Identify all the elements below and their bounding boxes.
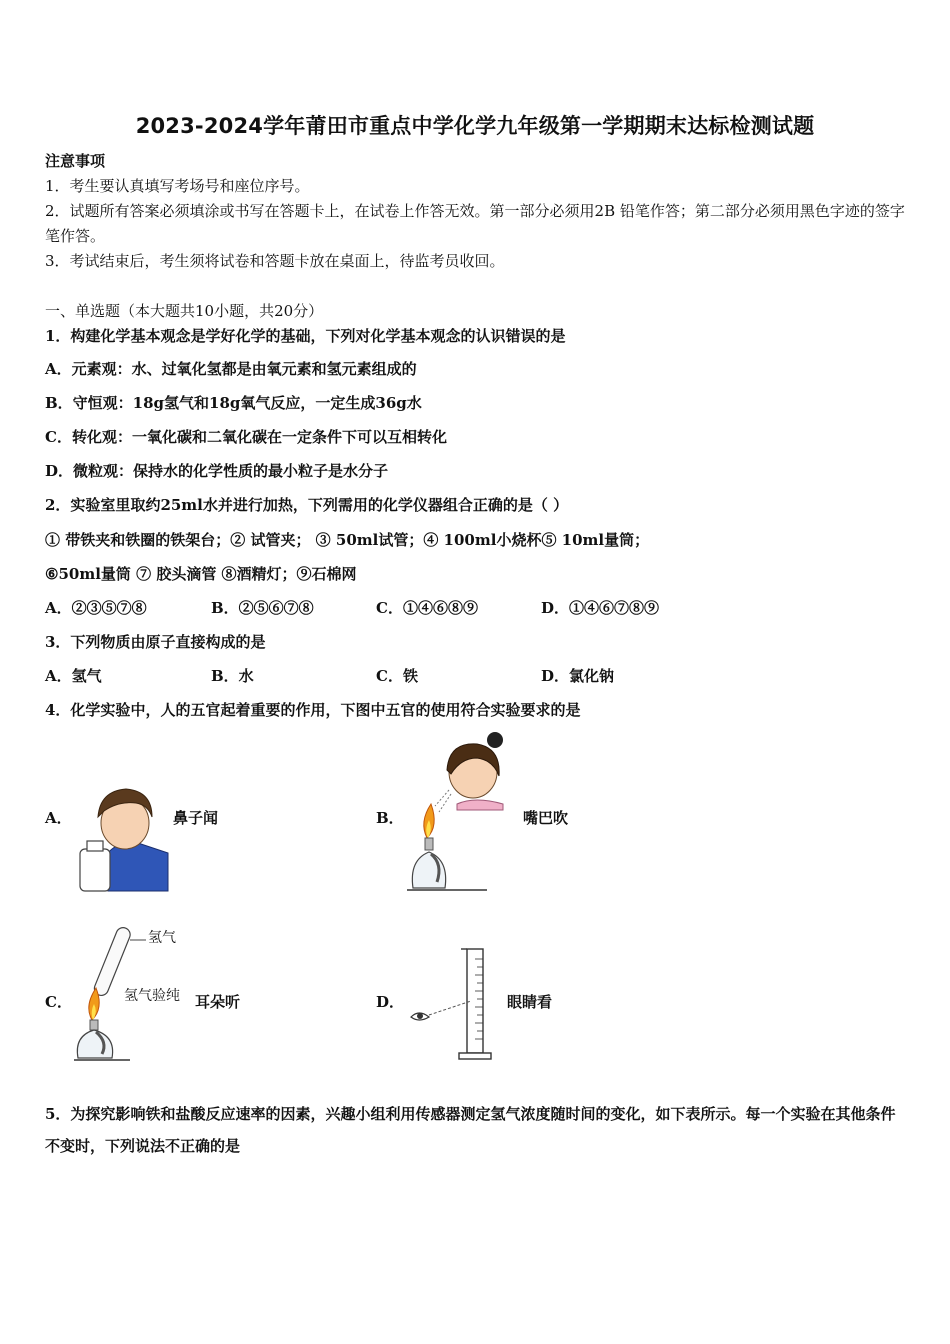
lamp-wick-holder <box>90 1020 98 1030</box>
boy-shirt <box>108 843 168 891</box>
lamp-wick-holder <box>425 838 433 850</box>
boy-smelling-bottle-figure <box>78 783 170 893</box>
cylinder-base <box>459 1053 491 1059</box>
line-of-sight <box>429 1001 471 1015</box>
q2-stem: 2．实验室里取约25ml水并进行加热，下列需用的化学仪器组合正确的是（ ） <box>45 496 569 514</box>
q4-option-b-letter: B． <box>376 809 404 827</box>
eye-pupil <box>417 1013 423 1019</box>
q5-stem: 5．为探究影响铁和盐酸反应速率的因素，兴趣小组利用传感器测定氢气浓度随时间的变化，如下表所示。每一个实验在其他条件不变时，下列说法不正确的是 <box>45 1105 896 1155</box>
q1-option-b: B．守恒观：18g氢气和18g氧气反应，一定生成36g水 <box>45 394 422 412</box>
q4-option-b-caption: 嘴巴吹 <box>523 809 569 827</box>
q1-option-d: D．微粒观：保持水的化学性质的最小粒子是水分子 <box>45 462 389 480</box>
q4-option-a-caption: 鼻子闻 <box>173 809 219 827</box>
q3-option-d: D．氯化钠 <box>541 667 615 685</box>
q1-stem: 1．构建化学基本观念是学好化学的基础，下列对化学基本观念的认识错误的是 <box>45 327 566 345</box>
q4-option-a-letter: A． <box>45 809 72 827</box>
q2-option-b: B．②⑤⑥⑦⑧ <box>211 599 314 617</box>
girl-collar <box>457 800 503 810</box>
q2-option-c: C．①④⑥⑧⑨ <box>376 599 478 617</box>
fig-label-hydrogen: 氢气 <box>148 930 176 946</box>
q4-option-c-letter: C． <box>45 993 72 1011</box>
q1-option-c: C．转化观：一氧化碳和二氧化碳在一定条件下可以互相转化 <box>45 428 447 446</box>
exam-title: 2023-2024学年莆田市重点中学化学九年级第一学期期末达标检测试题 <box>135 114 815 138</box>
q3-option-c: C．铁 <box>376 667 418 685</box>
alcohol-lamp-body <box>77 1030 112 1058</box>
notice-item-1: 1．考生要认真填写考场号和座位序号。 <box>45 177 310 195</box>
q4-option-d-letter: D． <box>376 993 405 1011</box>
notice-heading: 注意事项 <box>45 152 106 170</box>
breath-line-2 <box>439 794 451 812</box>
q2-option-d: D．①④⑥⑦⑧⑨ <box>541 599 660 617</box>
q4-option-d-caption: 眼睛看 <box>507 993 553 1011</box>
bottle-neck <box>87 841 103 851</box>
q4-stem: 4．化学实验中，人的五官起着重要的作用，下图中五官的使用符合实验要求的是 <box>45 701 581 719</box>
fig-label-hydrogen-purity: 氢气验纯 <box>124 988 180 1004</box>
q2-instruments-line2: ⑥50ml量筒 ⑦ 胶头滴管 ⑧酒精灯；⑨石棉网 <box>45 565 357 583</box>
q3-option-a: A．氢气 <box>45 667 102 685</box>
q2-instruments-line1: ① 带铁夹和铁圈的铁架台；② 试管夹； ③ 50ml试管；④ 100ml小烧杯⑤ 10ml量筒； <box>45 531 650 549</box>
q4-option-c-caption: 耳朵听 <box>195 993 241 1011</box>
q3-stem: 3．下列物质由原子直接构成的是 <box>45 633 266 651</box>
graduated-cylinder-figure <box>405 945 505 1063</box>
q3-option-b: B．水 <box>211 667 254 685</box>
q2-option-a: A．②③⑤⑦⑧ <box>45 599 147 617</box>
alcohol-lamp-body <box>412 852 445 888</box>
girl-blowing-lamp-figure <box>405 730 510 895</box>
girl-hair-bun <box>487 732 503 748</box>
graduated-cylinder <box>467 949 483 1053</box>
breath-line-1 <box>435 790 449 806</box>
q1-option-a: A．元素观：水、过氧化氢都是由氧元素和氢元素组成的 <box>45 360 417 378</box>
reagent-bottle <box>80 849 110 891</box>
notice-item-3: 3．考试结束后，考生须将试卷和答题卡放在桌面上，待监考员收回。 <box>45 252 505 270</box>
section-heading: 一、单选题（本大题共10小题，共20分） <box>45 302 324 320</box>
notice-item-2: 2．试题所有答案必须填涂或书写在答题卡上，在试卷上作答无效。第一部分必须用2B 铅笔作答；第二部分必须用黑色字迹的签字笔作答。 <box>45 202 905 245</box>
